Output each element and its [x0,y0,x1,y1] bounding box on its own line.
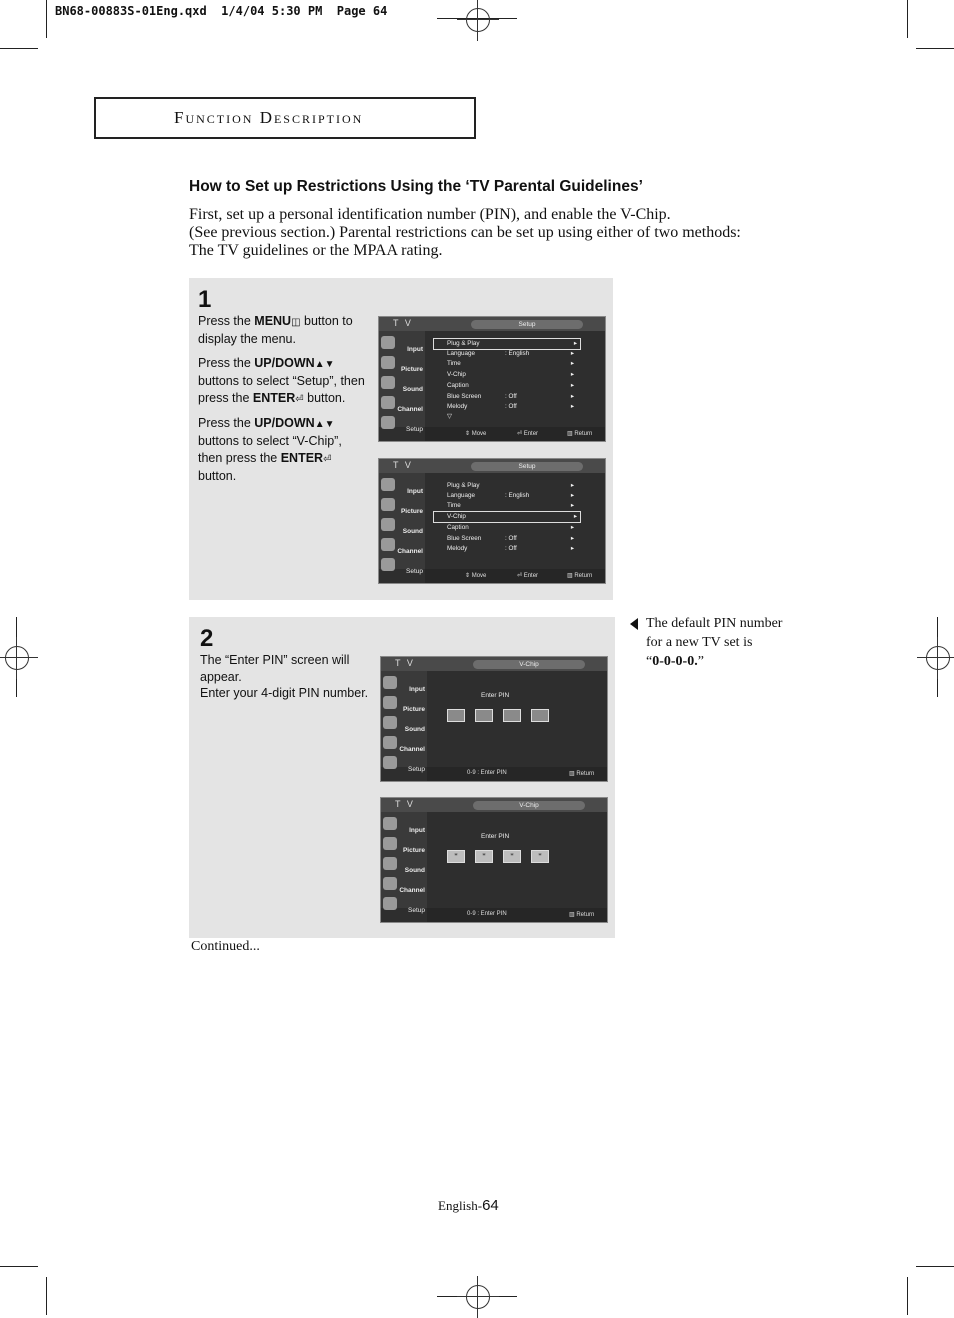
crop-mark [907,1277,908,1315]
step-2-line: The “Enter PIN” screen will appear. [200,653,350,684]
intro-line: The TV guidelines or the MPAA rating. [189,242,443,259]
note-line: for a new TV set is [646,635,753,650]
sidebar-item-channel: Channel [383,735,427,753]
sidebar-item-sound: Sound [381,375,425,393]
menu-item-plug-play: Plug & Play ▸ [447,482,574,489]
pin-digit-box [531,709,549,722]
crop-mark [907,0,908,38]
sidebar-item-channel: Channel [381,395,425,413]
move-hint: ⇕ Move [465,431,487,437]
return-hint: ▥ Return [567,573,593,579]
sidebar-item-channel: Channel [383,876,427,894]
tv-sidebar [379,473,425,575]
input-icon [381,478,395,491]
note-line: The default PIN number [646,616,783,631]
menu-title: V-Chip [473,660,585,669]
channel-icon [381,396,395,409]
sidebar-item-sound: Sound [381,517,425,535]
section-title-box [94,97,476,139]
picture-icon [383,696,397,709]
menu-item-plug-play: Plug & Play ▸ [434,339,580,349]
page-number: English-64 [438,1197,499,1214]
channel-icon [383,877,397,890]
menu-item-blue-screen: Blue Screen : Off ▸ [447,535,574,542]
step-number: 2 [200,625,214,652]
input-icon [381,336,395,349]
menu-item-caption: Caption ▸ [447,382,574,389]
tv-screen-enter-pin [380,656,608,782]
up-down-arrows-icon: ▲▼ [314,359,335,370]
channel-icon [381,538,395,551]
side-note [646,614,782,671]
sidebar-item-setup: Setup [381,415,425,433]
step-number: 1 [198,286,212,313]
menu-item-blue-screen: Blue Screen : Off ▸ [447,393,574,400]
note-pointer-icon [630,618,638,630]
menu-item-time: Time ▸ [447,360,574,367]
crop-mark [0,1266,38,1267]
tv-screen-setup-menu [378,316,606,442]
registration-mark [466,1285,490,1309]
pin-digit-box: * [531,850,549,863]
menu-item-time: Time ▸ [447,502,574,509]
tv-label: T V [395,799,415,809]
sound-icon [381,518,395,531]
tv-sidebar [379,331,425,433]
return-hint: ▥ Return [569,912,595,918]
menu-item-language: Language : English ▸ [447,492,574,499]
tv-help-bar [425,427,605,441]
default-pin: 0-0-0-0. [652,654,698,669]
menu-item-melody: Melody : Off ▸ [447,545,574,552]
pin-hint: 0-9 : Enter PIN [467,770,507,776]
tv-screen-vchip-selected [378,458,606,584]
setup-icon [381,558,395,571]
pin-digit-box: * [447,850,465,863]
menu-item-caption: Caption ▸ [447,524,574,531]
sidebar-item-setup: Setup [383,896,427,914]
pin-digit-box: * [503,850,521,863]
more-indicator: ▽ [447,413,452,420]
picture-icon [381,356,395,369]
crop-mark [916,48,954,49]
input-icon [383,817,397,830]
registration-mark [926,646,950,670]
pin-hint: 0-9 : Enter PIN [467,911,507,917]
setup-icon [383,756,397,769]
picture-icon [383,837,397,850]
pin-digit-box [475,709,493,722]
sidebar-item-picture: Picture [383,836,427,854]
enter-button-icon: ⏎ [295,394,304,405]
sidebar-item-input: Input [383,675,427,693]
tv-help-bar [427,767,607,781]
sidebar-item-channel: Channel [381,537,425,555]
sound-icon [383,716,397,729]
sidebar-item-setup: Setup [383,755,427,773]
intro-line: First, set up a personal identification number (PIN), and enable the V-Chip. [189,206,671,223]
enter-hint: ⏎ Enter [517,431,539,437]
sidebar-item-input: Input [383,816,427,834]
tv-help-bar [427,908,607,922]
up-down-arrows-icon: ▲▼ [314,419,335,430]
tv-help-bar [425,569,605,583]
return-hint: ▥ Return [567,431,593,437]
menu-item-language: Language : English ▸ [447,350,574,357]
picture-icon [381,498,395,511]
enter-hint: ⏎ Enter [517,573,539,579]
tv-label: T V [395,658,415,668]
tv-label: T V [393,460,413,470]
move-hint: ⇕ Move [465,573,487,579]
setup-icon [381,416,395,429]
menu-item-vchip: V-Chip ▸ [447,371,574,378]
sidebar-item-setup: Setup [381,557,425,575]
step-2-line: Enter your 4-digit PIN number. [200,686,369,700]
sidebar-item-picture: Picture [381,355,425,373]
step-1-text: Press the MENU◫ button to display the menu. Press the UP/DOWN▲▼ buttons to select “Setup”, then press the ENTER⏎ button. Press the UP/DOWN▲▼ buttons to select “V-Chip”, then press the ENTER⏎ button. [198,314,365,483]
tv-sidebar [381,812,427,914]
continued-text: Continued... [191,939,260,954]
intro-text [189,206,809,260]
tv-sidebar [381,671,427,773]
tv-label: T V [393,318,413,328]
crop-mark [916,1266,954,1267]
enter-pin-label: Enter PIN [481,833,510,840]
setup-icon [383,897,397,910]
pin-digit-box [447,709,465,722]
sidebar-item-sound: Sound [383,715,427,733]
page-heading: How to Set up Restrictions Using the ‘TV Parental Guidelines’ [189,178,643,195]
step-2-panel [189,617,615,938]
tv-screen-pin-entered [380,797,608,923]
step-2-text [200,652,380,702]
print-header: BN68-00883S-01Eng.qxd 1/4/04 5:30 PM Page 64 [55,4,388,18]
return-hint: ▥ Return [569,771,595,777]
menu-title: V-Chip [473,801,585,810]
pin-digit-box [503,709,521,722]
registration-mark [5,646,29,670]
step-1-panel [189,278,613,600]
pin-digit-box: * [475,850,493,863]
sound-icon [383,857,397,870]
sidebar-item-input: Input [381,477,425,495]
crop-mark [46,1277,47,1315]
channel-icon [383,736,397,749]
intro-line: (See previous section.) Parental restrictions can be set up using either of two methods: [189,224,741,241]
note-line: “0-0-0-0.” [646,654,704,669]
input-icon [383,676,397,689]
enter-button-icon: ⏎ [323,454,332,465]
sidebar-item-sound: Sound [383,856,427,874]
enter-pin-label: Enter PIN [481,692,510,699]
menu-button-icon: ◫ [291,317,301,328]
menu-title: Setup [471,462,583,471]
crop-mark [0,48,38,49]
sound-icon [381,376,395,389]
sidebar-item-picture: Picture [381,497,425,515]
menu-title: Setup [471,320,583,329]
sidebar-item-input: Input [381,335,425,353]
crop-mark [46,0,47,38]
menu-item-vchip: V-Chip ▸ [434,512,580,522]
menu-item-melody: Melody : Off ▸ [447,403,574,410]
section-title: Function Description [174,108,364,127]
registration-mark [466,8,490,32]
sidebar-item-picture: Picture [383,695,427,713]
